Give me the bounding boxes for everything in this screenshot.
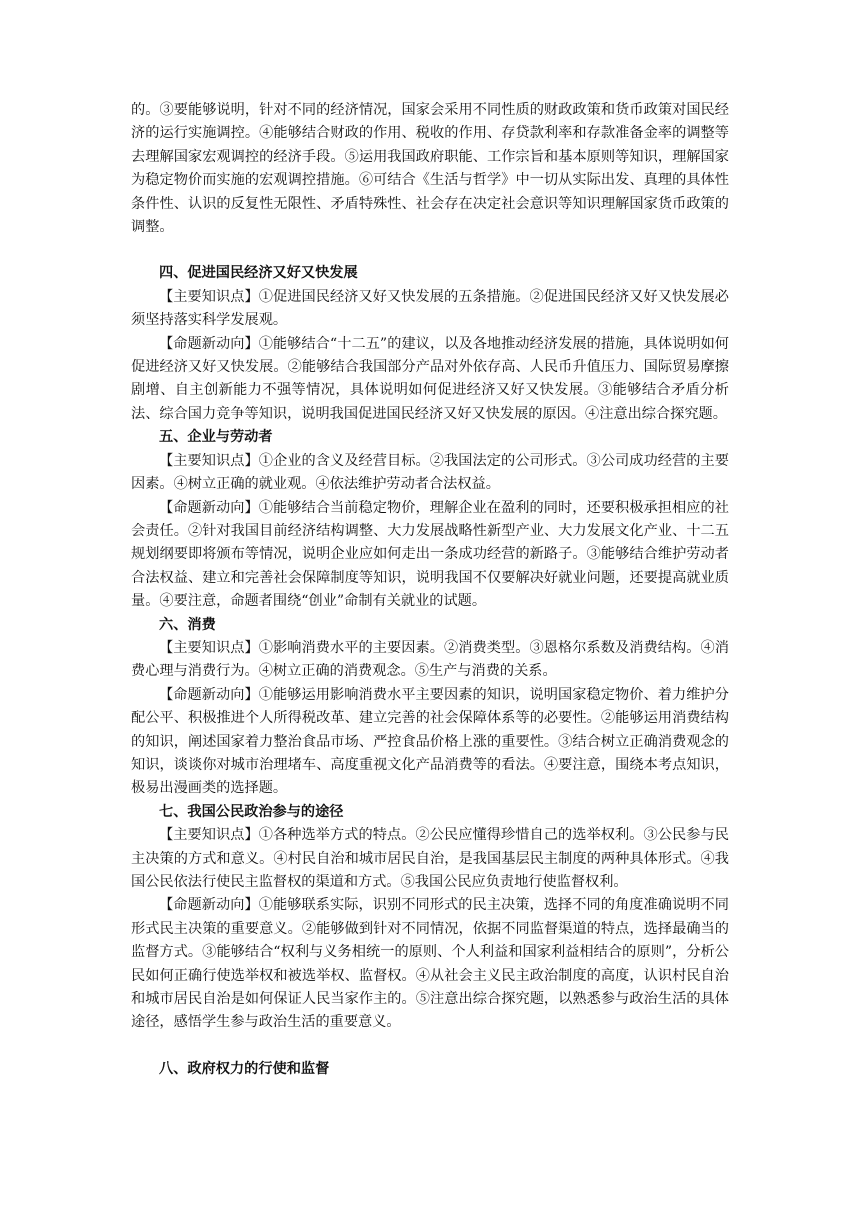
section-4-knowledge: 【主要知识点】①促进国民经济又好又快发展的五条措施。②促进国民经济又好又快发展必须坚持落实科学发展观。 <box>131 288 729 329</box>
section-6-knowledge: 【主要知识点】①影响消费水平的主要因素。②消费类型。③恩格尔系数及消费结构。④消费心理与消费行为。④树立正确的消费观念。⑤生产与消费的关系。 <box>131 639 729 680</box>
section-7-knowledge: 【主要知识点】①各种选举方式的特点。②公民应懂得珍惜自己的选举权利。③公民参与民主决策的方式和意义。④村民自治和城市居民自治，是我国基层民主制度的两种具体形式。④我国公民依法行使民主监督权的渠道和方式。⑤我国公民应负责地行使监督权利。 <box>131 827 729 890</box>
section-5-knowledge: 【主要知识点】①企业的含义及经营目标。②我国法定的公司形式。③公司成功经营的主要因素。④树立正确的就业观。④依法维护劳动者合法权益。 <box>131 452 729 493</box>
section-5-trend: 【命题新动向】①能够结合当前稳定物价，理解企业在盈利的同时，还要积极承担相应的社会责任。②针对我国目前经济结构调整、大力发展战略性新型产业、大力发展文化产业、十二五规划纲要即将颁布等情况，说明企业应如何走出一条成功经营的新路子。③能够结合维护劳动者合法权益、建立和完善社会保障制度等知识，说明我国不仅要解决好就业问题，还要提高就业质量。④要注意，命题者围绕“创业”命制有关就业的试题。 <box>131 499 729 610</box>
section-7-trend: 【命题新动向】①能够联系实际，识别不同形式的民主决策，选择不同的角度准确说明不同形式民主决策的重要意义。②能够做到针对不同情况，依据不同监督渠道的特点，选择最确当的监督方式。③能够结合“权利与义务相统一的原则、个人利益和国家利益相结合的原则”，分析公民如何正确行使选举权和被选举权、监督权。④从社会主义民主政治制度的高度，认识村民自治和城市居民自治是如何保证人民当家作主的。⑤注意出综合探究题，以熟悉参与政治生活的具体途径，感悟学生参与政治生活的重要意义。 <box>131 897 729 1031</box>
spacer <box>131 239 729 262</box>
spacer <box>131 1035 729 1058</box>
section-heading-8: 八、政府权力的行使和监督 <box>159 1060 330 1077</box>
section-heading-6: 六、消费 <box>159 616 216 633</box>
section-heading-4: 四、促进国民经济又好又快发展 <box>159 265 358 282</box>
section-heading-7: 七、我国公民政治参与的途径 <box>159 803 344 820</box>
section-heading-5: 五、企业与劳动者 <box>159 429 273 446</box>
document-body <box>131 99 729 1081</box>
section-4-trend: 【命题新动向】①能够结合“十二五”的建议，以及各地推动经济发展的措施，具体说明如何促进经济又好又快发展。②能够结合我国部分产品对外依存高、人民币升值压力、国际贸易摩擦剧增、自主创新能力不强等情况，具体说明如何促进经济又好又快发展。③能够结合矛盾分析法、综合国力竞争等知识，说明我国促进国民经济又好又快发展的原因。④注意出综合探究题。 <box>131 335 729 422</box>
section-6-trend: 【命题新动向】①能够运用影响消费水平主要因素的知识，说明国家稳定物价、着力维护分配公平、积极推进个人所得税改革、建立完善的社会保障体系等的必要性。②能够运用消费结构的知识，阐述国家着力整治食品市场、严控食品价格上涨的重要性。③结合树立正确消费观念的知识，谈谈你对城市治理堵车、高度重视文化产品消费等的看法。④要注意，围绕本考点知识，极易出漫画类的选择题。 <box>131 686 729 797</box>
intro-paragraph: 的。③要能够说明，针对不同的经济情况，国家会采用不同性质的财政政策和货币政策对国民经济的运行实施调控。④能够结合财政的作用、税收的作用、存贷款利率和存款准备金率的调整等去理解国家宏观调控的经济手段。⑤运用我国政府职能、工作宗旨和基本原则等知识，理解国家为稳定物价而实施的宏观调控措施。⑥可结合《生活与哲学》中一切从实际出发、真理的具体性条件性、认识的反复性无限性、矛盾特殊性、社会存在决定社会意识等知识理解国家货币政策的调整。 <box>131 102 729 236</box>
